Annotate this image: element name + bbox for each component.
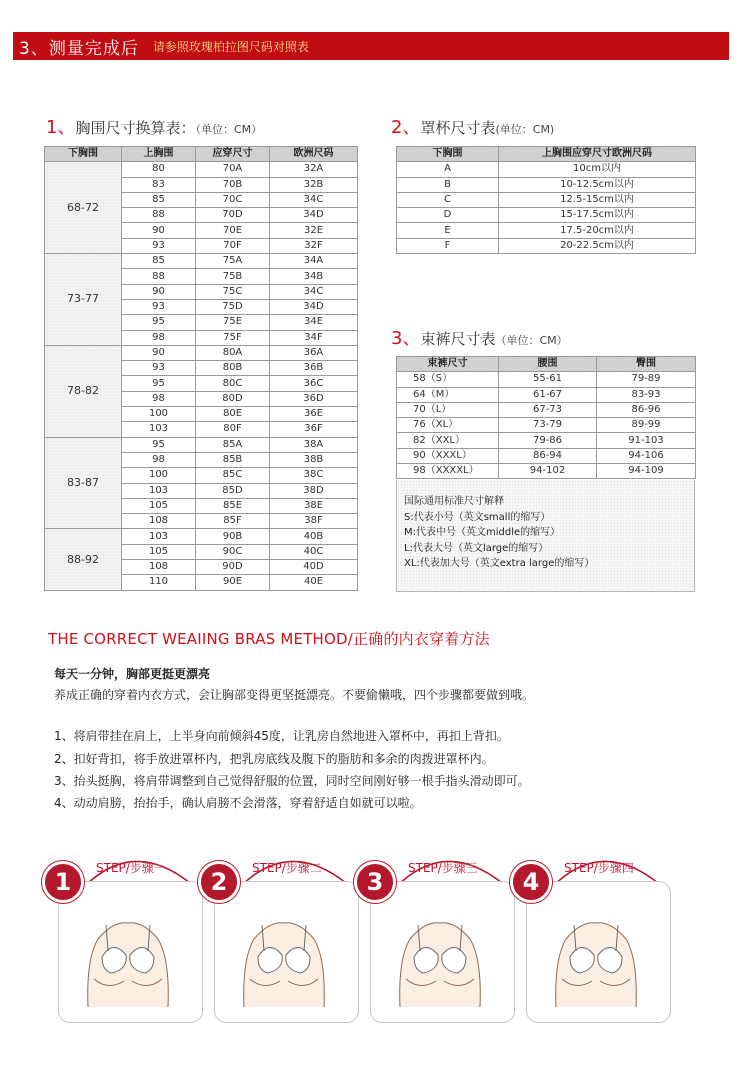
table-row — [397, 177, 696, 192]
table-cell: 110 — [122, 575, 196, 590]
table-cell: F — [397, 238, 499, 253]
banner-subtitle: 请参照玫瑰柏拉图尺码对照表 — [152, 39, 309, 54]
table-row — [397, 433, 696, 448]
table-row — [45, 162, 358, 177]
method-title: THE CORRECT WEAIING BRAS METHOD/正确的内衣穿着方法 — [48, 630, 490, 648]
table-cell: 70C — [196, 192, 270, 207]
shorts-size-table — [396, 356, 696, 479]
table-cell: 94-106 — [597, 448, 696, 463]
cup-table-heading: 2、罩杯尺寸表(单位：CM) — [391, 117, 555, 138]
table-cell: 40B — [270, 529, 358, 544]
step-label: STEP/步骤三 — [408, 861, 478, 875]
table-cell: 108 — [122, 560, 196, 575]
table-cell: 100 — [122, 407, 196, 422]
bra-figure-icon — [380, 899, 500, 1009]
table-cell: 90E — [196, 575, 270, 590]
table-cell: 75E — [196, 315, 270, 330]
table-cell: 105 — [122, 544, 196, 559]
size-notes — [396, 480, 695, 592]
cup-size-table — [396, 146, 696, 254]
table-cell: 103 — [122, 529, 196, 544]
table-cell: 90 — [122, 284, 196, 299]
note-line: S:代表小号（英文small的缩写） — [404, 511, 551, 523]
note-line: M:代表中号（英文middle的缩写） — [404, 527, 561, 538]
bust-table-heading: 1、胸围尺寸换算表：（单位：CM） — [46, 117, 263, 138]
table-row — [397, 372, 696, 387]
table-row — [397, 223, 696, 238]
table-cell: 61-67 — [499, 387, 597, 402]
table-cell: 58（S） — [397, 372, 499, 387]
bust-size-table — [44, 146, 358, 591]
table-header: 应穿尺寸 — [196, 147, 270, 162]
step-number: 4 — [510, 861, 552, 903]
method-intro: 养成正确的穿着内衣方式，会让胸部变得更坚挺漂亮。不要偷懒哦，四个步骤都要做到哦。 — [54, 688, 535, 702]
table-header: 上胸围 — [122, 147, 196, 162]
table-header: 臀围 — [597, 357, 696, 372]
method-step-4: 4、动动肩膀，抬抬手，确认肩膀不会滑落，穿着舒适自如就可以啦。 — [54, 796, 422, 810]
table-row — [397, 208, 696, 223]
table-cell: 95 — [122, 376, 196, 391]
table-cell: 38C — [270, 468, 358, 483]
table-cell: 85E — [196, 498, 270, 513]
table-cell: 95 — [122, 315, 196, 330]
note-line: L:代表大号（英文large的缩写） — [404, 542, 549, 554]
table-cell: 85C — [196, 468, 270, 483]
method-step-3: 3、抬头挺胸，将肩带调整到自己觉得舒服的位置，同时空间刚好够一根手指头滑动即可。 — [54, 774, 530, 788]
note-line: 国际通用标准尺寸解释 — [404, 496, 504, 507]
table-cell: 90B — [196, 529, 270, 544]
table-row — [397, 162, 696, 177]
bra-figure-icon — [68, 899, 188, 1009]
table-cell: 94-102 — [499, 464, 597, 479]
table-cell: C — [397, 192, 499, 207]
table-cell: 85A — [196, 437, 270, 452]
table-cell: 103 — [122, 483, 196, 498]
table-cell: 75B — [196, 269, 270, 284]
table-row — [45, 345, 358, 360]
table-cell: 85D — [196, 483, 270, 498]
table-cell: 34C — [270, 284, 358, 299]
table-cell: 79-86 — [499, 433, 597, 448]
table-cell: 86-96 — [597, 402, 696, 417]
table-cell: 103 — [122, 422, 196, 437]
table-cell: 70A — [196, 162, 270, 177]
table-cell: 83-93 — [597, 387, 696, 402]
table-row — [397, 448, 696, 463]
table-cell: 75A — [196, 254, 270, 269]
table-cell: 80D — [196, 391, 270, 406]
table-cell: 75F — [196, 330, 270, 345]
table-row — [397, 418, 696, 433]
table-cell: 73-79 — [499, 418, 597, 433]
table-cell: 38B — [270, 452, 358, 467]
table-cell: 108 — [122, 514, 196, 529]
step-label: STEP/步骤一 — [96, 861, 166, 875]
table-cell: 88 — [122, 208, 196, 223]
table-row — [45, 437, 358, 452]
step-card — [48, 855, 203, 1025]
table-cell: 90 — [122, 223, 196, 238]
table-cell: 85 — [122, 192, 196, 207]
table-cell: 34B — [270, 269, 358, 284]
bra-figure-icon — [224, 899, 344, 1009]
table-cell: 36B — [270, 361, 358, 376]
table-cell: 36F — [270, 422, 358, 437]
table-cell: 32E — [270, 223, 358, 238]
bra-figure-icon — [536, 899, 656, 1009]
table-cell: 10-12.5cm以内 — [499, 177, 696, 192]
table-cell: 38D — [270, 483, 358, 498]
table-cell: E — [397, 223, 499, 238]
underbust-range: 68-72 — [45, 162, 122, 254]
table-cell: 93 — [122, 299, 196, 314]
table-cell: 85 — [122, 254, 196, 269]
table-cell: 89-99 — [597, 418, 696, 433]
table-cell: 36C — [270, 376, 358, 391]
table-cell: 98 — [122, 391, 196, 406]
table-cell: 75D — [196, 299, 270, 314]
table-cell: 90（XXXL） — [397, 448, 499, 463]
table-cell: 98 — [122, 452, 196, 467]
table-cell: 100 — [122, 468, 196, 483]
step-number: 2 — [198, 861, 240, 903]
table-cell: 34E — [270, 315, 358, 330]
table-cell: 95 — [122, 437, 196, 452]
table-cell: 34D — [270, 299, 358, 314]
table-cell: 20-22.5cm以内 — [499, 238, 696, 253]
table-cell: 12.5-15cm以内 — [499, 192, 696, 207]
table-cell: 38E — [270, 498, 358, 513]
table-cell: 90D — [196, 560, 270, 575]
table-header: 下胸围 — [397, 147, 499, 162]
step-label: STEP/步骤四 — [564, 861, 634, 875]
note-line: XL:代表加大号（英文extra large的缩写） — [404, 558, 595, 569]
table-cell: 83 — [122, 177, 196, 192]
underbust-range: 73-77 — [45, 254, 122, 346]
table-cell: 91-103 — [597, 433, 696, 448]
step-label: STEP/步骤二 — [252, 861, 322, 875]
table-row — [397, 192, 696, 207]
table-header: 上胸围应穿尺寸欧洲尺码 — [499, 147, 696, 162]
table-cell: 93 — [122, 238, 196, 253]
method-step-2: 2、扣好背扣，将手放进罩杯内，把乳房底线及腹下的脂肪和多余的肉拨进罩杯内。 — [54, 752, 494, 766]
table-cell: 34A — [270, 254, 358, 269]
table-cell: D — [397, 208, 499, 223]
table-row — [397, 238, 696, 253]
table-cell: 70（L） — [397, 402, 499, 417]
table-cell: 90C — [196, 544, 270, 559]
step-card — [360, 855, 515, 1025]
table-cell: A — [397, 162, 499, 177]
step-number: 3 — [354, 861, 396, 903]
table-cell: 82（XXL） — [397, 433, 499, 448]
table-row — [45, 254, 358, 269]
table-cell: 80F — [196, 422, 270, 437]
method-slogan: 每天一分钟，胸部更挺更漂亮 — [54, 667, 211, 681]
table-cell: 80C — [196, 376, 270, 391]
table-cell: 88 — [122, 269, 196, 284]
table-cell: 79-89 — [597, 372, 696, 387]
table-header: 欧洲尺码 — [270, 147, 358, 162]
table-cell: 17.5-20cm以内 — [499, 223, 696, 238]
table-cell: 34F — [270, 330, 358, 345]
table-header: 束裤尺寸 — [397, 357, 499, 372]
step-card — [516, 855, 671, 1025]
table-cell: 36D — [270, 391, 358, 406]
table-cell: 34D — [270, 208, 358, 223]
table-row — [397, 402, 696, 417]
table-cell: 90 — [122, 345, 196, 360]
table-cell: 15-17.5cm以内 — [499, 208, 696, 223]
table-cell: 75C — [196, 284, 270, 299]
table-cell: 67-73 — [499, 402, 597, 417]
table-cell: 40E — [270, 575, 358, 590]
table-cell: 70B — [196, 177, 270, 192]
table-cell: 38F — [270, 514, 358, 529]
table-cell: 55-61 — [499, 372, 597, 387]
method-step-1: 1、将肩带挂在肩上，上半身向前倾斜45度，让乳房自然地进入罩杯中，再扣上背扣。 — [54, 729, 509, 743]
table-row — [45, 529, 358, 544]
table-cell: 85B — [196, 452, 270, 467]
table-row — [397, 464, 696, 479]
table-cell: 64（M） — [397, 387, 499, 402]
table-cell: 80 — [122, 162, 196, 177]
table-cell: 36A — [270, 345, 358, 360]
table-cell: 32B — [270, 177, 358, 192]
table-cell: 40C — [270, 544, 358, 559]
table-cell: 70F — [196, 238, 270, 253]
table-cell: 40D — [270, 560, 358, 575]
table-cell: 94-109 — [597, 464, 696, 479]
table-cell: 93 — [122, 361, 196, 376]
shorts-table-heading: 3、束裤尺寸表（单位：CM） — [391, 328, 568, 349]
section-banner — [13, 32, 729, 60]
table-cell: 32F — [270, 238, 358, 253]
table-cell: 98 — [122, 330, 196, 345]
table-cell: 80B — [196, 361, 270, 376]
table-cell: 80E — [196, 407, 270, 422]
table-cell: 98（XXXXL） — [397, 464, 499, 479]
underbust-range: 83-87 — [45, 437, 122, 529]
table-cell: 86-94 — [499, 448, 597, 463]
table-cell: B — [397, 177, 499, 192]
table-cell: 32A — [270, 162, 358, 177]
table-cell: 105 — [122, 498, 196, 513]
underbust-range: 88-92 — [45, 529, 122, 590]
table-header: 腰围 — [499, 357, 597, 372]
step-card — [204, 855, 359, 1025]
table-cell: 38A — [270, 437, 358, 452]
step-number: 1 — [42, 861, 84, 903]
table-cell: 76（XL） — [397, 418, 499, 433]
banner-title: 3、测量完成后 — [19, 38, 139, 59]
table-cell: 80A — [196, 345, 270, 360]
table-cell: 36E — [270, 407, 358, 422]
table-row — [397, 387, 696, 402]
table-header: 下胸围 — [45, 147, 122, 162]
table-cell: 34C — [270, 192, 358, 207]
table-cell: 70E — [196, 223, 270, 238]
table-cell: 70D — [196, 208, 270, 223]
table-cell: 10cm以内 — [499, 162, 696, 177]
table-cell: 85F — [196, 514, 270, 529]
underbust-range: 78-82 — [45, 345, 122, 437]
